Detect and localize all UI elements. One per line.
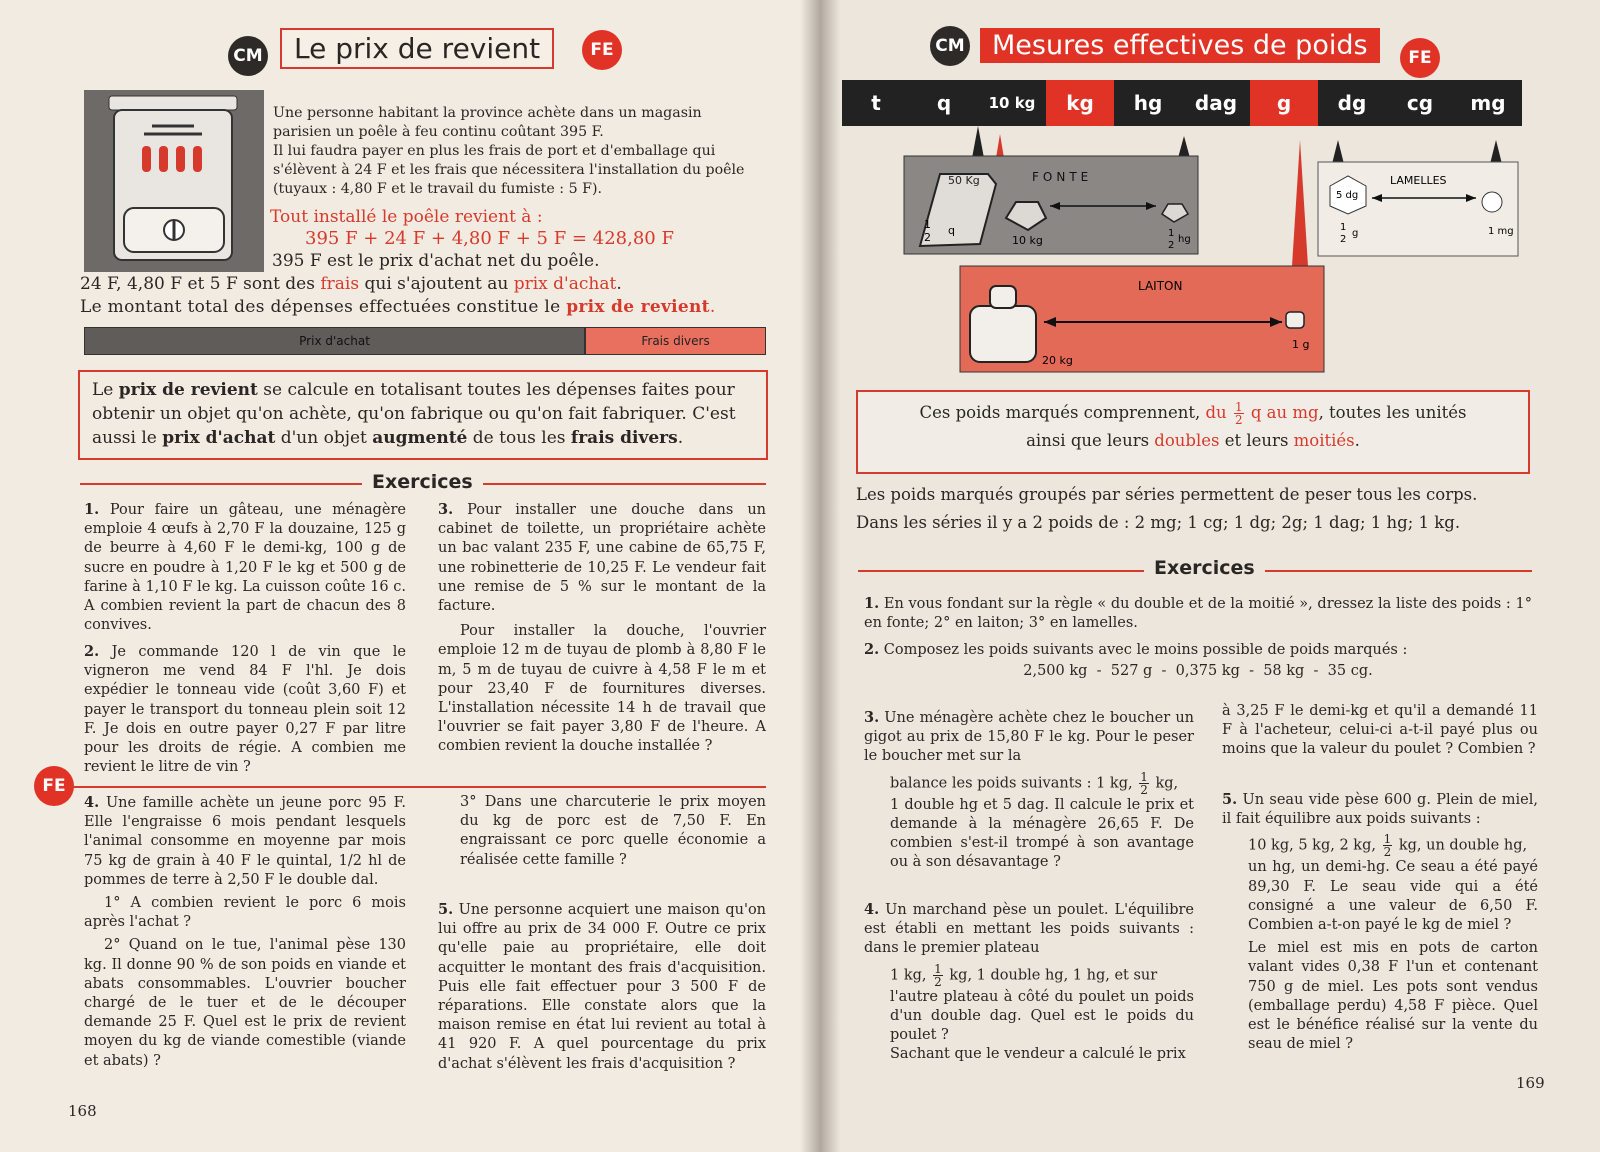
exercise-text: Un marchand pèse un poulet. L'équilibre est établi en mettant les poids suivants : dans le premier plateau	[864, 902, 1195, 957]
page-number: 169	[1516, 1074, 1545, 1092]
exercise-text: Pour faire un gâteau, une ménagère emploie 4 œufs à 2,70 F la douzaine, 125 g de beurre à 4,60 F le demi-kg, 100 g de sucre en poudre à 1,20 F le kg et 500 g de farine à 1,10 F le kg. La cuisson coûte 16 c. A combien revient la part de chacun des 8 convives.	[84, 502, 407, 634]
rule-fragment: et leurs	[1219, 431, 1294, 450]
total-text: .	[709, 297, 716, 317]
half-den: 2	[924, 231, 931, 244]
fraction-den: 2	[934, 974, 942, 989]
net-price-line: 395 F est le prix d'achat net du poêle.	[272, 251, 600, 271]
unit-10kg: 10 kg	[988, 94, 1036, 112]
rule-line-2	[858, 428, 1528, 454]
fees-text: 24 F, 4,80 F et 5 F sont des	[80, 274, 321, 294]
exercise-number: 3.	[864, 709, 880, 726]
exercise-question: 1° A combien revient le porc 6 mois après l'achat ?	[84, 895, 406, 931]
unit-kg: kg	[1046, 80, 1114, 126]
rule-fragment: .	[677, 428, 684, 448]
exercise-number: 4.	[864, 901, 880, 918]
w1g-label: 1 g	[1292, 338, 1310, 351]
half-num: 1	[924, 218, 931, 231]
unit-dg: dg	[1337, 91, 1367, 115]
exercise-number: 2.	[84, 643, 100, 660]
rule-fragment: doubles	[1154, 431, 1220, 450]
exercise-question: 2° Quand on le tue, l'animal pèse 130 kg. Il donne 90 % de son poids en viande et abats consommables. L'ouvrier boucher chargé de le tuer et de le découper demande 25 F. Quel est le prix de revient moyen du kg de viande comestible (viande et abats) ?	[84, 937, 406, 1069]
cost-bar	[84, 327, 766, 355]
lamelles-label: LAMELLES	[1390, 174, 1447, 187]
half-num: 1	[1168, 228, 1175, 239]
exercise-question: 3° Dans une charcuterie le prix moyen du kg de porc est de 7,50 F. En engraissant ce porc quelle économie a réalisée cette famille ?	[460, 794, 766, 868]
intro-line: (tuyaux : 4,80 F et le travail du fumiste : 5 F).	[273, 181, 603, 197]
fe-marker: FE	[34, 766, 74, 806]
w5dg-label: 5 dg	[1336, 190, 1359, 201]
units-scale	[842, 80, 1522, 126]
prix-revient-term: prix de revient	[566, 297, 710, 317]
w20-label: 20 kg	[1042, 354, 1073, 367]
rule-fragment: , toutes les unités	[1318, 403, 1467, 422]
fraction-half	[933, 963, 943, 988]
exercise-text: Pour installer la douche, l'ouvrier emploie 12 m de tuyau de plomb à 8,80 F le m, 5 m de tuyau de cuivre à 4,58 F le m et pour 23,40 F de fournitures diverses. L'installation nécessite 14 h de travail que l'ouvrier se fait payer 3,80 F de l'heure. A combien revient la douche installée ?	[438, 623, 766, 755]
exercise-number: 5.	[1222, 791, 1238, 808]
fe-badge: FE	[582, 30, 622, 70]
rule-fragment: frais divers	[570, 428, 678, 448]
exercise-text: Une personne acquiert une maison qu'on lui offre au prix de 34 000 F. Outre ce prix qu'elle paie au propriétaire, elle doit acquitter le montant des frais d'acquisition. Puis elle fait effectuer pour 3 500 F de réparations. Elle constate alors que la maison remise en état lui revient au total à 41 920 F. A quel pourcentage du prix d'achat s'élèvent les frais d'acquisition ?	[438, 902, 767, 1072]
fraction-num: 1	[1140, 769, 1148, 784]
exercise-1	[864, 594, 1532, 633]
exercise-line	[864, 771, 1194, 796]
exercise-line	[864, 963, 1194, 988]
series-line: Dans les séries il y a 2 poids de : 2 mg; 1 cg; 1 dg; 2g; 1 dag; 1 hg; 1 kg.	[856, 513, 1461, 532]
exercise-text: Je commande 120 l de vin que le vigneron me vend 84 F l'hl. Je dois expédier le tonneau vide (coût 3,60 F) et payer le transport du tonneau plein soit 12 F. Je dois en outre payer 0,27 F par litre pour les droits de régie. A combien me revient le litre de vin ?	[84, 644, 406, 776]
intro-line: s'élèvent à 24 F et les frais que nécessitera l'installation du poêle	[273, 162, 745, 178]
exercise-number: 2.	[864, 641, 880, 658]
intro-line: Une personne habitant la province achète dans un magasin	[273, 105, 702, 121]
exercise-text: Une famille achète un jeune porc 95 F. Elle l'engraisse 6 mois pendant lesquels l'animal consomme en moyenne par mois 75 kg de grain à 40 F le quintal, 1/2 hl de pommes de terre à 2,50 F le double dal.	[84, 795, 406, 888]
rule-fragment: de tous les	[467, 428, 571, 448]
exercise-3	[438, 500, 766, 757]
weight-20kg-icon	[970, 306, 1036, 362]
exercise-text: l'autre plateau à côté du poulet un poids d'un double dag. Quel est le poids du poulet ?	[890, 988, 1194, 1044]
exercises-heading: Exercices	[1144, 557, 1265, 579]
exercise-4	[84, 793, 406, 1071]
unit-hg: hg	[1133, 91, 1163, 115]
exercise-text: un hg, un demi-hg. Ce seau a été payé 89,30 F. Le seau vide qui a été consigné a une valeur de 6,50 F. Combien a-t-on payé le kg de miel ?	[1248, 859, 1538, 934]
intro-line: parisien un poêle à feu continu coûtant 395 F.	[273, 124, 604, 140]
fonte-label: FONTE	[1032, 170, 1093, 184]
unit-t: t	[871, 91, 881, 115]
rule-fragment: Le	[92, 380, 119, 400]
exercise-number: 1.	[864, 595, 880, 612]
exercise-number: 4.	[84, 794, 100, 811]
rule-fragment: moitiés	[1293, 431, 1355, 450]
unit-q: q	[936, 91, 952, 115]
weights-rule-box	[856, 390, 1530, 474]
exercise-line	[1222, 833, 1538, 858]
misc-fees-segment: Frais divers	[585, 327, 766, 355]
exercise-5	[1222, 790, 1538, 1054]
book-gutter	[800, 0, 840, 1152]
exercise-2	[864, 640, 1532, 681]
exercise-4	[864, 900, 1194, 1064]
exercise-text: 1 double hg et 5 dag. Il calcule le prix et demande à la ménagère 26,65 F. De combien s'est-il trompé à son avantage ou à son désavantage ?	[890, 796, 1194, 871]
fraction-half	[1383, 833, 1393, 858]
fe-badge: FE	[1400, 38, 1440, 78]
half-q-label: q	[948, 224, 955, 237]
exercise-text: Composez les poids suivants avec le moins possible de poids marqués :	[883, 642, 1408, 658]
fees-text: .	[616, 274, 622, 294]
rule-fragment: ainsi que leurs	[1026, 431, 1155, 450]
exercise-number: 1.	[84, 501, 100, 518]
exercise-5	[438, 900, 766, 1074]
fraction-den: 2	[1234, 413, 1243, 427]
fees-text: qui s'ajoutent au	[359, 274, 514, 294]
rule-fragment: q au mg	[1245, 403, 1319, 422]
exercise-text: Le miel est mis en pots de carton valant vides 0,38 F l'un et contenant 750 g de miel. Les pots sont vendus (emballage perdu) 4,58 F pièce. Quel est le bénéfice réalisé sur la vente du seau de miel ?	[1248, 940, 1538, 1053]
page-number: 168	[68, 1102, 97, 1120]
total-line	[80, 298, 716, 318]
exercise-number: 5.	[438, 901, 454, 918]
lamelle-1mg-icon	[1482, 192, 1502, 212]
prix-achat-term: prix d'achat	[513, 274, 617, 294]
fraction-half	[1234, 401, 1244, 426]
exercise-text: kg, 1 double hg, 1 hg, et sur	[949, 967, 1158, 984]
exercise-3	[864, 708, 1194, 872]
page-title: Mesures effectives de poids	[980, 28, 1380, 63]
half-den: 2	[1168, 240, 1175, 251]
exercise-text: En vous fondant sur la règle « du double et de la moitié », dressez la liste des poids : 1° en fonte; 2° en laiton; 3° en lamelles.	[864, 596, 1532, 632]
fraction-num: 1	[934, 961, 942, 976]
cm-badge: CM	[228, 36, 268, 76]
fraction-den: 2	[1383, 845, 1392, 860]
exercise-values: 2,500 kg - 527 g - 0,375 kg - 58 kg - 35 cg.	[1023, 663, 1373, 680]
total-text: Le montant total des dépenses effectuées constitue le	[80, 297, 567, 317]
rule-fragment: Ces poids marqués comprennent,	[919, 403, 1206, 422]
exercise-text: 1 kg,	[890, 967, 927, 984]
half-hg-label: hg	[1178, 234, 1191, 245]
exercise-1	[84, 500, 406, 635]
rule-line-1	[858, 392, 1528, 428]
fraction-half	[1139, 771, 1149, 796]
unit-mg: mg	[1470, 91, 1506, 115]
stove-illustration	[84, 90, 264, 272]
series-text	[856, 481, 1536, 537]
rule-fragment: prix d'achat	[162, 428, 276, 448]
frais-term: frais	[320, 274, 360, 294]
unit-g: g	[1250, 80, 1318, 126]
exercise-text: kg,	[1155, 775, 1179, 792]
intro-text	[273, 104, 765, 199]
fraction-den: 2	[1140, 782, 1148, 797]
half-den: 2	[1340, 234, 1347, 245]
purchase-segment: Prix d'achat	[84, 327, 585, 355]
exercise-text: Sachant que le vendeur a calculé le prix	[890, 1046, 1186, 1063]
page-title: Le prix de revient	[280, 28, 554, 69]
laiton-label: LAITON	[1138, 279, 1183, 293]
rule-fragment: du	[1205, 403, 1227, 422]
cost-equation: 395 F + 24 F + 4,80 F + 5 F = 428,80 F	[305, 228, 674, 249]
weight-1g-icon	[1286, 312, 1304, 328]
fraction-num: 1	[1234, 400, 1243, 414]
exercise-4-continued	[1222, 702, 1538, 760]
exercise-text: à 3,25 F le demi-kg et qu'il a demandé 11 F à l'acheteur, celui-ci a-t-il payé plus ou moins que la valeur du poulet ? Combien ?	[1222, 703, 1538, 758]
exercise-2	[84, 642, 406, 777]
exercise-text: 10 kg, 5 kg, 2 kg,	[1248, 837, 1376, 854]
unit-dag: dag	[1194, 91, 1238, 115]
exercise-text: Pour installer une douche dans un cabinet de toilette, un propriétaire achète un bac valant 235 F, une cabine de 65,75 F, une robinetterie de 10,25 F. Le vendeur fait une remise de 5 % sur le montant de la facture.	[438, 502, 766, 615]
installed-label: Tout installé le poêle revient à :	[270, 207, 543, 227]
rule-fragment: prix de revient	[118, 380, 258, 400]
cm-badge: CM	[930, 26, 970, 66]
rule-fragment: augmenté	[372, 428, 468, 448]
half-num: 1	[1340, 222, 1347, 233]
fees-line	[80, 275, 622, 295]
rule-fragment: .	[1354, 431, 1360, 450]
fe-rule	[70, 786, 766, 788]
w10-label: 10 kg	[1012, 234, 1043, 247]
exercise-text: Un seau vide pèse 600 g. Plein de miel, il fait équilibre aux poids suivants :	[1222, 792, 1538, 828]
w50-label: 50 Kg	[948, 174, 980, 187]
exercise-text: balance les poids suivants : 1 kg,	[890, 775, 1133, 792]
rule-box	[78, 370, 768, 460]
rule-fragment: se calcule en totalisant toutes les dépenses faites pour obtenir un objet qu'on achète, qu'on fabrique ou qu'on fait fabriquer. C'est aussi le	[92, 380, 736, 448]
unit-cg: cg	[1406, 91, 1434, 115]
exercise-text: kg, un double hg,	[1398, 837, 1528, 854]
series-line: Les poids marqués groupés par séries permettent de peser tous les corps.	[856, 485, 1478, 504]
intro-line: Il lui faudra payer en plus les frais de port et d'emballage qui	[273, 143, 716, 159]
fraction-num: 1	[1383, 832, 1392, 847]
rule-text	[80, 372, 766, 456]
exercise-4-part3	[460, 793, 766, 870]
exercise-number: 3.	[438, 501, 454, 518]
weights-diagram	[900, 126, 1530, 378]
w1mg-label: 1 mg	[1488, 226, 1514, 237]
rule-fragment: d'un objet	[275, 428, 373, 448]
exercises-heading: Exercices	[362, 471, 483, 493]
half-g-label: g	[1352, 228, 1359, 239]
exercise-text: Une ménagère achète chez le boucher un gigot au prix de 15,80 F le kg. Pour le peser le boucher met sur la	[864, 710, 1194, 765]
